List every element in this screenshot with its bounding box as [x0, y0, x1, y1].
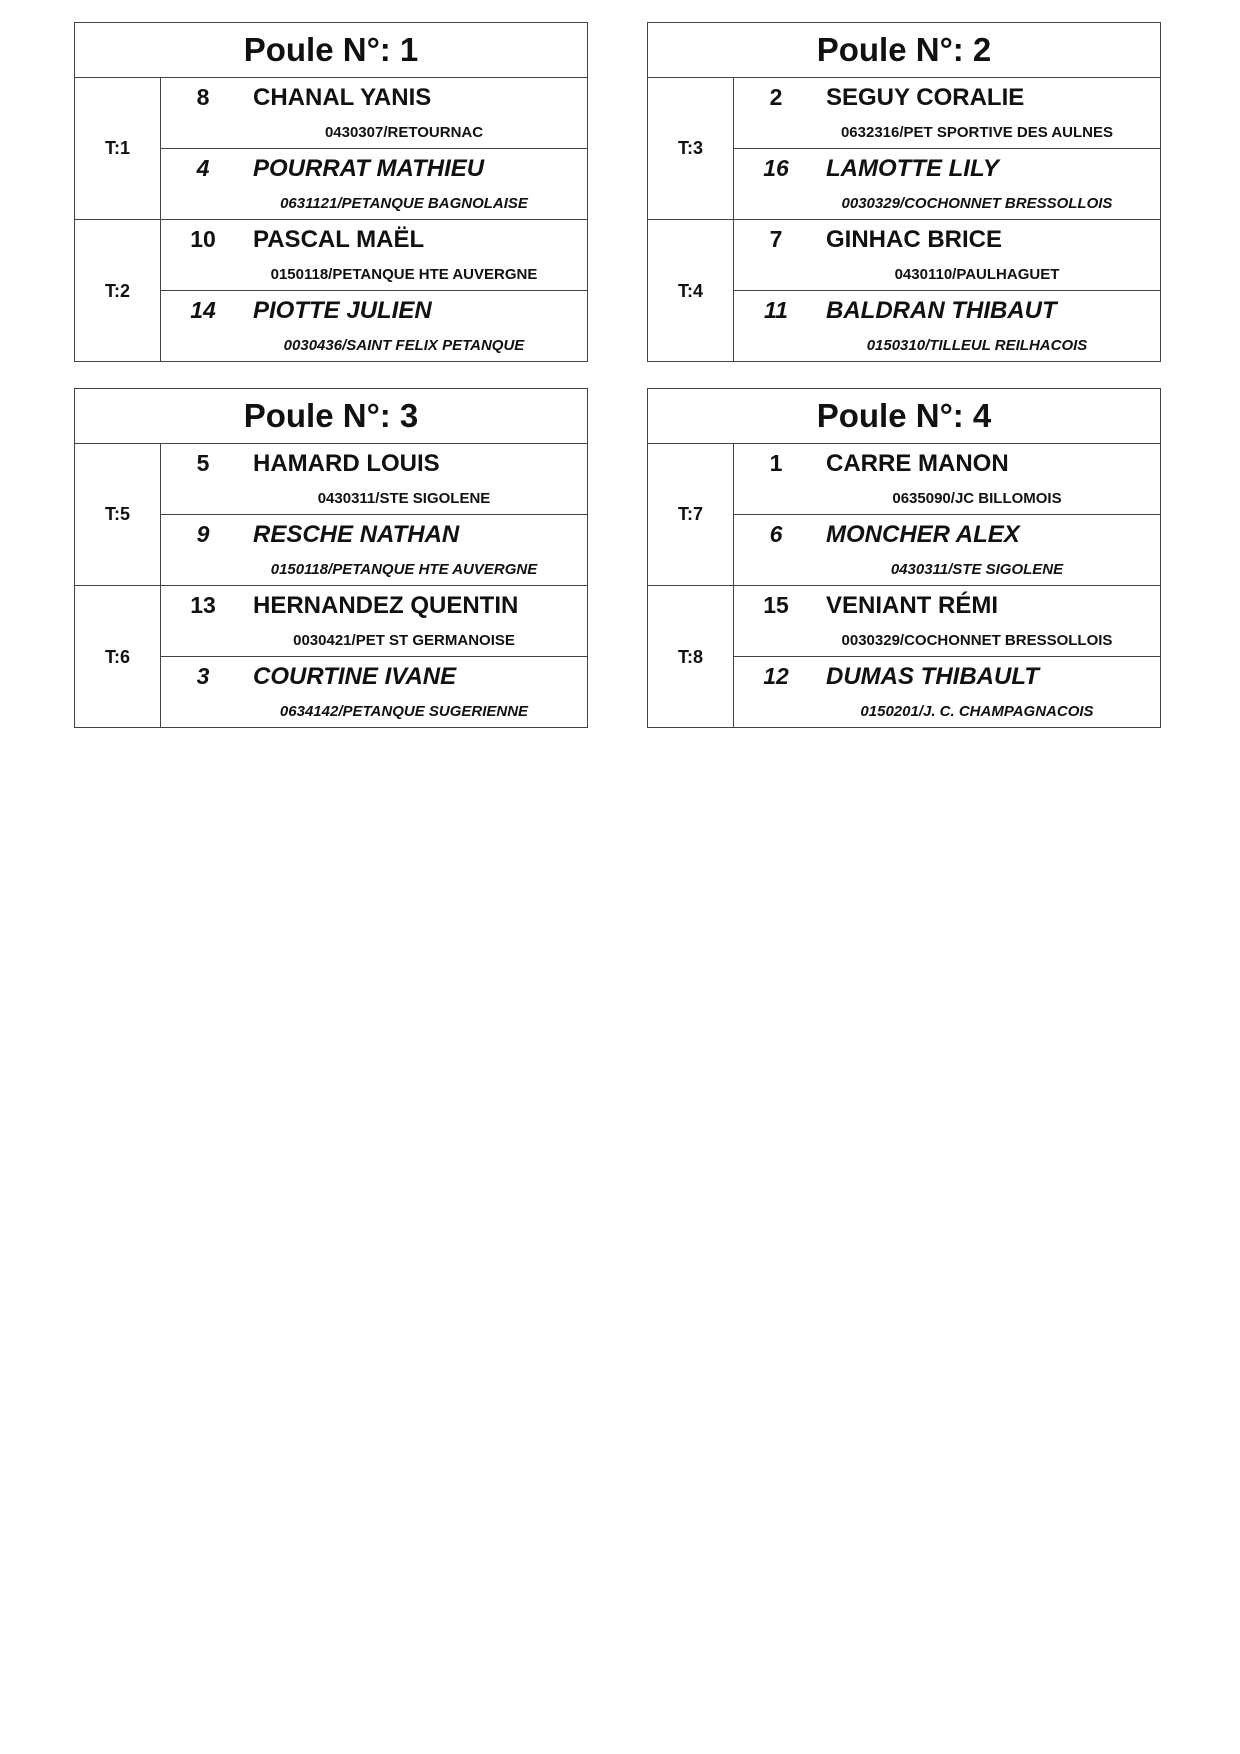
player-entry: [161, 657, 587, 728]
poule-title: Poule N°: 2: [648, 23, 1160, 78]
player-name: LAMOTTE LILY: [826, 154, 999, 182]
player-name: COURTINE IVANE: [253, 663, 457, 690]
poule-4-card: [647, 388, 1161, 728]
player-entry: [734, 586, 1160, 657]
players-list: [734, 78, 1160, 219]
table-label: T:1: [75, 78, 161, 219]
player-entry: [734, 657, 1160, 728]
player-entry: [734, 291, 1160, 362]
poule-title: Poule N°: 3: [75, 389, 587, 444]
player-club: 0430110/PAULHAGUET: [894, 266, 1060, 283]
player-name: DUMAS THIBAULT: [826, 663, 1039, 690]
player-number: 3: [196, 663, 210, 689]
table-block: [648, 586, 1160, 728]
player-club: 0150310/TILLEUL REILHACOIS: [866, 337, 1088, 354]
player-club: 0030436/SAINT FELIX PETANQUE: [283, 337, 525, 354]
player-club: 0634142/PETANQUE SUGERIENNE: [279, 703, 529, 720]
table-block: [648, 444, 1160, 586]
player-club: 0635090/JC BILLOMOIS: [892, 490, 1062, 507]
player-number: 6: [769, 520, 783, 547]
player-entry: [734, 444, 1160, 515]
player-entry: [734, 78, 1160, 149]
player-name: POURRAT MATHIEU: [253, 154, 485, 182]
table-block: [648, 78, 1160, 220]
table-label: T:6: [75, 586, 161, 728]
player-number: 15: [763, 592, 789, 618]
table-block: [75, 78, 587, 220]
poule-1-card: [74, 22, 588, 362]
player-name: SEGUY CORALIE: [826, 84, 1025, 111]
table-label: T:5: [75, 444, 161, 585]
player-name: CHANAL YANIS: [253, 84, 432, 111]
table-label: T:7: [648, 444, 734, 585]
players-list: [161, 78, 587, 219]
player-entry: [734, 220, 1160, 291]
player-name: PIOTTE JULIEN: [253, 297, 432, 324]
player-number: 4: [196, 154, 210, 181]
player-name: CARRE MANON: [826, 450, 1009, 477]
player-number: 8: [196, 84, 210, 110]
player-entry: [161, 149, 587, 220]
player-entry: [161, 220, 587, 291]
player-entry: [161, 444, 587, 515]
poule-title: Poule N°: 4: [648, 389, 1160, 444]
table-block: [75, 444, 587, 586]
table-block: [75, 586, 587, 728]
player-name: HAMARD LOUIS: [253, 450, 440, 477]
player-club: 0150118/PETANQUE HTE AUVERGNE: [270, 560, 538, 578]
players-list: [161, 586, 587, 728]
player-number: 2: [769, 84, 783, 110]
player-club: 0150201/J. C. CHAMPAGNACOIS: [860, 703, 1094, 720]
player-club: 0631121/PETANQUE BAGNOLAISE: [280, 194, 528, 212]
player-number: 7: [769, 226, 783, 252]
player-number: 12: [763, 663, 789, 689]
player-club: 0632316/PET SPORTIVE DES AULNES: [840, 124, 1114, 141]
player-name: MONCHER ALEX: [826, 520, 1020, 548]
player-number: 13: [190, 592, 216, 618]
player-club: 0150118/PETANQUE HTE AUVERGNE: [270, 266, 538, 283]
player-club: 0430311/STE SIGOLENE: [890, 560, 1064, 578]
players-list: [734, 220, 1160, 362]
player-number: 16: [763, 154, 789, 181]
player-entry: [161, 586, 587, 657]
player-number: 9: [196, 520, 210, 547]
poule-title: Poule N°: 1: [75, 23, 587, 78]
players-list: [161, 444, 587, 585]
table-block: [648, 220, 1160, 362]
player-club: 0030329/COCHONNET BRESSOLLOIS: [841, 194, 1113, 212]
table-label: T:8: [648, 586, 734, 728]
player-number: 14: [190, 297, 216, 323]
poule-3-card: [74, 388, 588, 728]
players-list: [734, 586, 1160, 728]
poule-2-card: [647, 22, 1161, 362]
player-name: BALDRAN THIBAUT: [826, 297, 1057, 324]
table-label: T:4: [648, 220, 734, 362]
player-name: GINHAC BRICE: [826, 226, 1003, 253]
table-label: T:3: [648, 78, 734, 219]
player-club: 0030421/PET ST GERMANOISE: [293, 632, 515, 649]
player-number: 10: [190, 226, 216, 252]
table-label: T:2: [75, 220, 161, 362]
player-number: 11: [764, 297, 788, 323]
player-number: 5: [196, 450, 210, 476]
player-name: VENIANT RÉMI: [826, 592, 999, 619]
player-club: 0430311/STE SIGOLENE: [317, 490, 491, 507]
player-name: PASCAL MAËL: [253, 226, 425, 253]
table-block: [75, 220, 587, 362]
player-club: 0430307/RETOURNAC: [324, 124, 484, 141]
player-entry: [161, 78, 587, 149]
player-entry: [161, 515, 587, 586]
player-entry: [734, 515, 1160, 586]
player-club: 0030329/COCHONNET BRESSOLLOIS: [841, 632, 1113, 649]
players-list: [734, 444, 1160, 585]
player-entry: [734, 149, 1160, 220]
player-name: RESCHE NATHAN: [253, 520, 460, 548]
players-list: [161, 220, 587, 362]
player-name: HERNANDEZ QUENTIN: [253, 592, 519, 619]
player-entry: [161, 291, 587, 362]
player-number: 1: [769, 450, 783, 476]
